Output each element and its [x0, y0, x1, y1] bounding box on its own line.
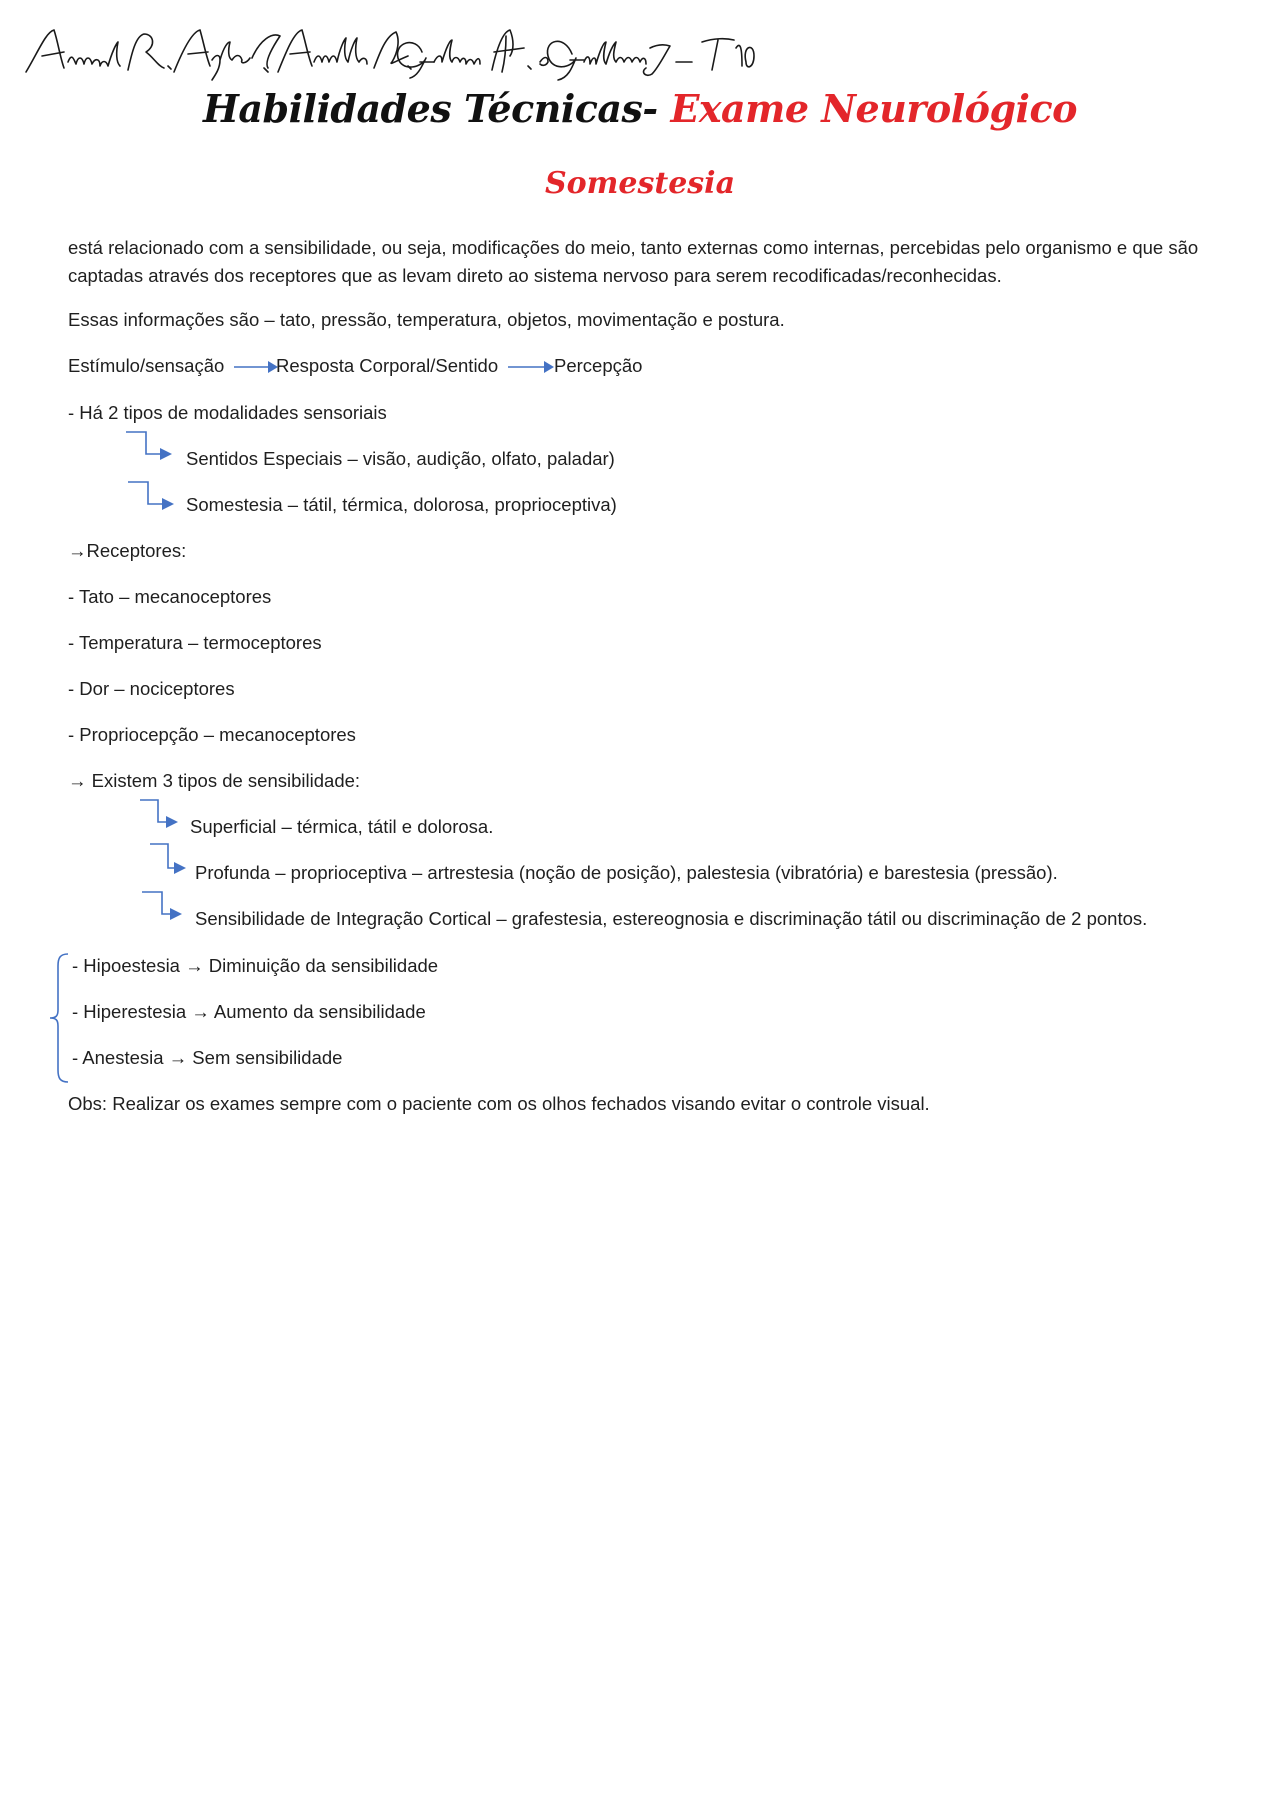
flow-step-1: Estímulo/sensação — [68, 355, 225, 376]
condition-desc: Aumento da sensibilidade — [209, 1001, 426, 1022]
receptors-heading — [68, 537, 186, 565]
condition-hiperestesia — [72, 998, 426, 1026]
arrow-right-icon: → — [68, 540, 87, 561]
arrow-right-icon: → — [168, 1047, 188, 1068]
flow-arrow-icon-2 — [508, 360, 554, 374]
title-part-2: Exame Neurológico — [670, 86, 1077, 131]
condition-name: - Hipoestesia — [72, 955, 186, 976]
section-heading: Somestesia — [544, 166, 736, 201]
condition-anestesia — [72, 1044, 342, 1072]
receptors-heading-text: Receptores: — [86, 540, 187, 561]
elbow-arrow-icon — [148, 842, 188, 878]
arrow-right-icon: → — [68, 770, 87, 791]
modality-item: Sentidos Especiais – visão, audição, olfato, paladar) — [186, 448, 615, 469]
arrow-right-icon: → — [185, 955, 204, 976]
info-line: Essas informações são – tato, pressão, temperatura, objetos, movimentação e postura. — [68, 309, 785, 330]
handwritten-signature-image — [24, 22, 744, 82]
condition-hipoestesia — [72, 952, 438, 980]
receptor-item: - Dor – nociceptores — [68, 678, 235, 699]
elbow-arrow-icon — [124, 430, 174, 464]
flow-step-3: Percepção — [554, 355, 643, 376]
intro-paragraph: está relacionado com a sensibilidade, ou seja, modificações do meio, tanto externas como internas, percebidas pelo organismo e que são captadas através dos receptores que as levam direto ao sistema nervoso para serem recodificadas/reconhecidas. — [68, 237, 1199, 286]
condition-name: - Anestesia — [72, 1047, 169, 1068]
elbow-arrow-icon — [138, 798, 180, 832]
arrow-right-icon: → — [191, 1001, 210, 1022]
sensibility-item: Profunda – proprioceptiva – artrestesia (noção de posição), palestesia (vibratória) e barestesia (pressão). — [195, 862, 1058, 883]
flow-arrow-icon-1 — [234, 360, 278, 374]
modalities-heading: - Há 2 tipos de modalidades sensoriais — [68, 402, 387, 423]
title-part-1: Habilidades Técnicas- — [203, 86, 658, 131]
modality-item: Somestesia – tátil, térmica, dolorosa, proprioceptiva) — [186, 494, 617, 515]
page-title — [0, 86, 1280, 131]
sensibility-item: Superficial – térmica, tátil e dolorosa. — [190, 816, 494, 837]
receptor-item: - Propriocepção – mecanoceptores — [68, 724, 356, 745]
receptor-item: - Temperatura – termoceptores — [68, 632, 322, 653]
curly-brace-icon — [48, 952, 72, 1084]
elbow-arrow-icon — [140, 890, 186, 924]
sensibility-heading-text: Existem 3 tipos de sensibilidade: — [86, 770, 361, 791]
sensibility-item: Sensibilidade de Integração Cortical – grafestesia, estereognosia e discriminação tátil ou discriminação de 2 pontos. — [195, 908, 1148, 929]
condition-name: - Hiperestesia — [72, 1001, 192, 1022]
flow-step-2: Resposta Corporal/Sentido — [276, 355, 499, 376]
authors-signature — [24, 22, 744, 82]
sensibility-heading — [68, 767, 360, 795]
elbow-arrow-icon — [126, 480, 176, 514]
observation-note: Obs: Realizar os exames sempre com o paciente com os olhos fechados visando evitar o controle visual. — [68, 1093, 930, 1114]
receptor-item: - Tato – mecanoceptores — [68, 586, 272, 607]
condition-desc: Sem sensibilidade — [187, 1047, 343, 1068]
condition-desc: Diminuição da sensibilidade — [203, 955, 439, 976]
